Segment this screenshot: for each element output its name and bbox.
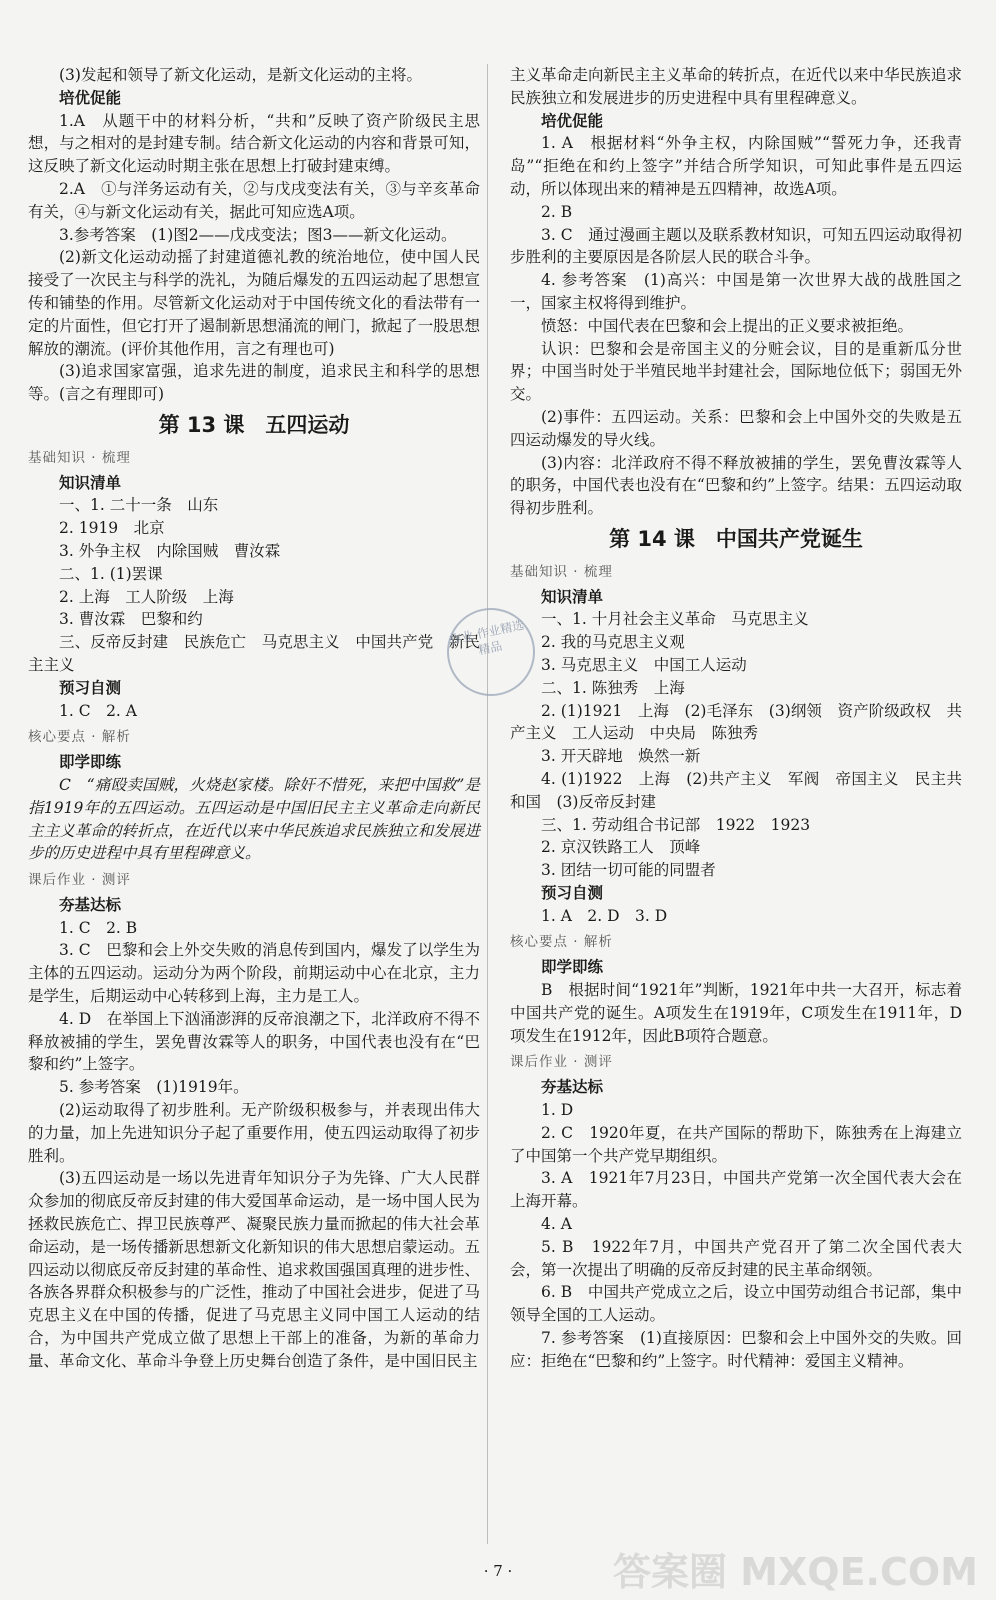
left-paragraph-10: 一、1. 二十一条 山东	[59, 496, 219, 515]
left-paragraph-17: 预习自测	[59, 677, 122, 697]
right-paragraph-2: 1. A 根据材料“外争主权，内除国贼”“誓死力争，还我青岛”“拒绝在和约上签字”并结合所学知识，可知此事件是五四运动，所以体现出来的精神是五四精神，故选A项。	[510, 134, 962, 198]
left-paragraph-13: 二、1. (1)罢课	[59, 564, 163, 583]
left-paragraph-1: 培优促能	[59, 87, 122, 107]
left-paragraph-20: 即学即练	[59, 752, 122, 772]
right-paragraph-8: (2)事件：五四运动。关系：巴黎和会上中国外交的失败是五四运动爆发的导火线。	[510, 407, 962, 449]
left-paragraph-6: (3)追求国家富强，追求先进的制度，追求民主和科学的思想等。(言之有理即可)	[28, 362, 480, 404]
right-paragraph-28: 课后作业 · 测评	[510, 1054, 613, 1071]
right-paragraph-26: 即学即练	[541, 957, 604, 977]
left-paragraph-27: 5. 参考答案 (1)1919年。	[59, 1078, 249, 1097]
left-paragraph-3: 2.A ①与洋务运动有关，②与戊戌变法有关，③与辛亥革命有关，④与新文化运动有关，据此可知应选A项。	[28, 179, 480, 221]
left-paragraph-9: 知识清单	[59, 472, 122, 492]
right-paragraph-7: 认识：巴黎和会是帝国主义的分赃会议，目的是重新瓜分世界；中国当时处于半殖民地半封建社会，国际地位低下；弱国无外交。	[510, 339, 962, 404]
left-paragraph-28: (2)运动取得了初步胜利。无产阶级积极参与，并表现出伟大的力量，加上先进知识分子起了重要作用，使五四运动取得了初步胜利。	[28, 1101, 480, 1165]
right-paragraph-23: 预习自测	[541, 882, 604, 902]
right-paragraph-14: 2. 我的马克思主义观	[541, 633, 685, 652]
right-paragraph-21: 2. 京汉铁路工人 顶峰	[541, 838, 701, 857]
right-paragraph-27: B 根据时间“1921年”判断，1921年中共一大召开，标志着中国共产党的诞生。A项发生在1919年，C项发生在1911年，D项发生在1912年，因此B项符合题意。	[510, 981, 962, 1045]
left-paragraph-29: (3)五四运动是一场以先进青年知识分子为先锋、广大人民群众参加的彻底反帝反封建的伟大爱国革命运动，是一场中国人民为拯救民族危亡、捍卫民族尊严、凝聚民族力量而掀起的伟大社会革命运动，是一场传播新思想新文化新知识的伟大思想启蒙运动。五四运动以彻底反帝反封建的革命性、追求救国强国真理的进步性、各族各界群众积极参与的广泛性，推动了中国社会进步，促进了马克思主义在中国的传播，促进了马克思主义同中国工人运动的结合，为中国共产党成立做了思想上干部上的准备，为新的革命力量、革命文化、革命斗争登上历史舞台创造了条件，是中国旧民主	[28, 1169, 480, 1370]
left-paragraph-25: 3. C 巴黎和会上外交失败的消息传到国内，爆发了以学生为主体的五四运动。运动分为两个阶段，前期运动中心在北京，主力是学生，后期运动中心转移到上海，主力是工人。	[28, 941, 480, 1006]
right-paragraph-3: 2. B	[541, 202, 573, 221]
left-paragraph-21: C “痛殴卖国贼，火烧赵家楼。除奸不惜死，来把中国救”是指1919年的五四运动。五四运动是中国旧民主主义革命走向新民主主义革命的转折点，在近代以来中华民族追求民族独立和发展进步的历史进程中具有里程碑意义。	[28, 775, 480, 863]
right-paragraph-6: 愤怒：中国代表在巴黎和会上提出的正义要求被拒绝。	[541, 316, 914, 335]
right-paragraph-25: 核心要点 · 解析	[510, 934, 613, 951]
left-paragraph-14: 2. 上海 工人阶级 上海	[59, 587, 234, 606]
left-paragraph-5: (2)新文化运动动摇了封建道德礼教的统治地位，使中国人民接受了一次民主与科学的洗礼，为随后爆发的五四运动起了思想宣传和铺垫的作用。尽管新文化运动对于中国传统文化的看法带有一定的片面性，但它打开了遏制新思想涌流的闸门，掀起了一股思想解放的潮流。(评价其他作用，言之有理也可)	[28, 248, 480, 358]
right-paragraph-11: 基础知识 · 梳理	[510, 563, 613, 580]
left-paragraph-26: 4. D 在举国上下汹涌澎湃的反帝浪潮之下，北洋政府不得不释放被捕的学生，罢免曹汝霖等人的职务，中国代表也没有在“巴黎和约”上签字。	[28, 1009, 480, 1074]
left-paragraph-7: 第 13 课 五四运动	[158, 412, 350, 437]
right-paragraph-1: 培优促能	[541, 110, 604, 130]
left-paragraph-8: 基础知识 · 梳理	[28, 449, 131, 466]
left-column	[28, 64, 480, 1373]
left-paragraph-23: 夯基达标	[59, 894, 122, 914]
right-paragraph-30: 1. D	[541, 1101, 574, 1120]
right-paragraph-19: 4. (1)1922 上海 (2)共产主义 军阀 帝国主义 民主共和国 (3)反帝反封建	[510, 769, 962, 811]
right-paragraph-32: 3. A 1921年7月23日，中国共产党第一次全国代表大会在上海开幕。	[510, 1169, 962, 1211]
right-paragraph-4: 3. C 通过漫画主题以及联系教材知识，可知五四运动取得初步胜利的主要原因是各阶层人民的联合斗争。	[510, 225, 962, 267]
left-paragraph-12: 3. 外争主权 内除国贼 曹汝霖	[59, 541, 281, 560]
left-paragraph-22: 课后作业 · 测评	[28, 872, 131, 889]
watermark-logo: 答案圈 MXQE.COM	[612, 1550, 978, 1594]
left-paragraph-19: 核心要点 · 解析	[28, 729, 131, 746]
right-paragraph-12: 知识清单	[541, 586, 604, 606]
left-paragraph-0: (3)发起和领导了新文化运动，是新文化运动的主将。	[59, 66, 422, 84]
right-paragraph-13: 一、1. 十月社会主义革命 马克思主义	[541, 610, 809, 629]
left-paragraph-15: 3. 曹汝霖 巴黎和约	[59, 610, 203, 629]
page-number: · 7 ·	[483, 1562, 513, 1580]
right-column	[510, 64, 962, 1373]
right-paragraph-36: 7. 参考答案 (1)直接原因：巴黎和会上中国外交的失败。回应：拒绝在“巴黎和约”上签字。时代精神：爱国主义精神。	[510, 1329, 962, 1370]
right-paragraph-15: 3. 马克思主义 中国工人运动	[541, 655, 747, 674]
left-paragraph-24: 1. C 2. B	[59, 918, 138, 937]
right-paragraph-16: 二、1. 陈独秀 上海	[541, 678, 685, 697]
left-paragraph-11: 2. 1919 北京	[59, 519, 165, 538]
right-paragraph-22: 3. 团结一切可能的同盟者	[541, 861, 716, 880]
right-paragraph-35: 6. B 中国共产党成立之后，设立中国劳动组合书记部，集中领导全国的工人运动。	[510, 1283, 962, 1325]
right-paragraph-31: 2. C 1920年夏，在共产国际的帮助下，陈独秀在上海建立了中国第一个共产党早期组织。	[510, 1123, 962, 1165]
left-paragraph-18: 1. C 2. A	[59, 701, 137, 720]
left-paragraph-2: 1.A 从题干中的材料分析，“共和”反映了资产阶级民主思想，与之相对的是封建专制。结合新文化运动的内容和背景可知，这反映了新文化运动时期主张在思想上打破封建束缚。	[28, 111, 480, 176]
right-paragraph-34: 5. B 1922年7月，中国共产党召开了第二次全国代表大会，第一次提出了明确的反帝反封建的民主革命纲领。	[510, 1237, 962, 1279]
right-paragraph-18: 3. 开天辟地 焕然一新	[541, 747, 701, 766]
right-paragraph-10: 第 14 课 中国共产党诞生	[609, 526, 863, 551]
right-paragraph-24: 1. A 2. D 3. D	[541, 906, 668, 925]
column-divider	[487, 64, 488, 1544]
right-paragraph-9: (3)内容：北洋政府不得不释放被捕的学生，罢免曹汝霖等人的职务，中国代表也没有在“巴黎和约”上签字。结果：五四运动取得初步胜利。	[510, 453, 962, 518]
stamp-seal: 作业 作业精选 精品	[439, 600, 543, 704]
right-paragraph-0: 主义革命走向新民主主义革命的转折点，在近代以来中华民族追求民族独立和发展进步的历史进程中具有里程碑意义。	[510, 66, 962, 107]
right-paragraph-5: 4. 参考答案 (1)高兴：中国是第一次世界大战的战胜国之一，国家主权将得到维护。	[510, 271, 962, 312]
right-paragraph-29: 夯基达标	[541, 1077, 604, 1097]
right-paragraph-17: 2. (1)1921 上海 (2)毛泽东 (3)纲领 资产阶级政权 共产主义 工人运动 中央局 陈独秀	[510, 701, 962, 743]
left-paragraph-4: 3.参考答案 (1)图2——戊戌变法；图3——新文化运动。	[59, 225, 457, 244]
right-paragraph-20: 三、1. 劳动组合书记部 1922 1923	[541, 815, 811, 834]
right-paragraph-33: 4. A	[541, 1215, 572, 1234]
left-paragraph-16: 三、反帝反封建 民族危亡 马克思主义 中国共产党 新民主主义	[28, 633, 480, 674]
